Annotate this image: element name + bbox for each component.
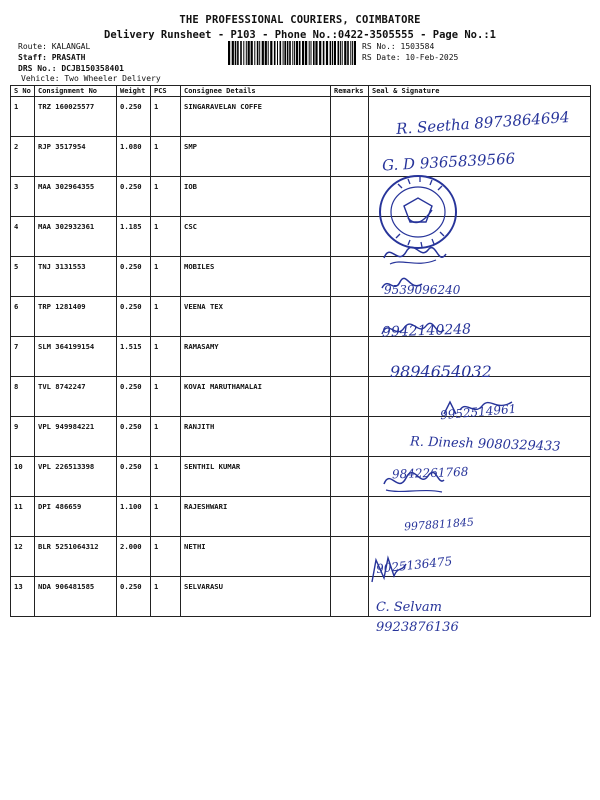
cell-weight: 1.080 bbox=[117, 137, 151, 177]
cell-weight: 0.250 bbox=[117, 257, 151, 297]
barcode-bar bbox=[277, 41, 278, 65]
cell-consignee: SMP bbox=[181, 137, 331, 177]
cell-sno: 4 bbox=[11, 217, 35, 257]
barcode-bar bbox=[228, 41, 230, 65]
cell-remarks bbox=[331, 97, 369, 137]
barcode-bar bbox=[311, 41, 312, 65]
rs-no-value: 1503584 bbox=[400, 42, 435, 51]
barcode-bar bbox=[287, 41, 289, 65]
barcode-bar bbox=[340, 41, 341, 65]
cell-consignment: BLR 5251064312 bbox=[35, 537, 117, 577]
cell-pcs: 1 bbox=[151, 137, 181, 177]
header-subtitle: Delivery Runsheet - P103 - Phone No.:0422-3505555 - Page No.:1 bbox=[104, 29, 496, 41]
rs-no-line bbox=[362, 42, 434, 52]
table-row bbox=[11, 97, 591, 137]
cell-sno: 1 bbox=[11, 97, 35, 137]
barcode-bar bbox=[265, 41, 267, 65]
barcode-bar bbox=[302, 41, 304, 65]
barcode-bar bbox=[254, 41, 255, 65]
cell-consignment: TNJ 3131553 bbox=[35, 257, 117, 297]
rs-date-value: 10-Feb-2025 bbox=[405, 53, 459, 62]
cell-remarks bbox=[331, 297, 369, 337]
drs-line bbox=[18, 64, 124, 74]
cell-weight: 1.100 bbox=[117, 497, 151, 537]
barcode-bar bbox=[289, 41, 291, 65]
signature-5-scribble bbox=[378, 272, 428, 298]
barcode-bar bbox=[268, 41, 269, 65]
table-row bbox=[11, 137, 591, 177]
cell-sno: 10 bbox=[11, 457, 35, 497]
cell-weight: 0.250 bbox=[117, 577, 151, 617]
barcode-bar bbox=[284, 41, 286, 65]
signature-10: R. Dinesh 9080329433 bbox=[409, 434, 561, 455]
cell-sno: 9 bbox=[11, 417, 35, 457]
cell-remarks bbox=[331, 257, 369, 297]
cell-sno: 2 bbox=[11, 137, 35, 177]
table-header-row bbox=[11, 86, 591, 97]
signature-7: 9942140248 bbox=[381, 321, 472, 341]
cell-pcs: 1 bbox=[151, 217, 181, 257]
cell-consignee: SINGARAVELAN COFFE bbox=[181, 97, 331, 137]
signature-13-scribble bbox=[368, 552, 408, 588]
cell-weight: 0.250 bbox=[117, 377, 151, 417]
signature-7-scribble bbox=[378, 316, 448, 344]
cell-sno: 12 bbox=[11, 537, 35, 577]
cell-consignment: DPI 486659 bbox=[35, 497, 117, 537]
cell-signature bbox=[369, 97, 591, 137]
cell-pcs: 1 bbox=[151, 417, 181, 457]
signature-2: G. D 9365839566 bbox=[381, 149, 516, 175]
barcode-bar bbox=[352, 41, 353, 65]
cell-consignee: RAJESHWARI bbox=[181, 497, 331, 537]
cell-pcs: 1 bbox=[151, 97, 181, 137]
col-header-sno: S No bbox=[11, 86, 35, 97]
barcode-bar bbox=[296, 41, 298, 65]
cell-consignee: VEENA TEX bbox=[181, 297, 331, 337]
table-row bbox=[11, 497, 591, 537]
table-row bbox=[11, 577, 591, 617]
cell-consignee: MOBILES bbox=[181, 257, 331, 297]
cell-weight: 0.250 bbox=[117, 97, 151, 137]
cell-remarks bbox=[331, 337, 369, 377]
staff-label: Staff: bbox=[18, 53, 47, 62]
signature-13: 9025136475 bbox=[375, 554, 453, 576]
vehicle-value: Two Wheeler Delivery bbox=[64, 74, 161, 83]
rs-no-label: RS No.: bbox=[362, 42, 396, 51]
barcode-bar bbox=[240, 41, 242, 65]
cell-pcs: 1 bbox=[151, 537, 181, 577]
cell-weight: 0.250 bbox=[117, 297, 151, 337]
cell-pcs: 1 bbox=[151, 457, 181, 497]
cell-weight: 0.250 bbox=[117, 177, 151, 217]
cell-consignee: KOVAI MARUTHAMALAI bbox=[181, 377, 331, 417]
cell-consignment: TRZ 160025577 bbox=[35, 97, 117, 137]
route-value: KALANGAL bbox=[51, 42, 91, 51]
barcode-bar bbox=[305, 41, 307, 65]
barcode bbox=[228, 41, 356, 65]
cell-weight: 0.250 bbox=[117, 417, 151, 457]
barcode-bar bbox=[270, 41, 272, 65]
barcode-bar bbox=[274, 41, 276, 65]
cell-signature bbox=[369, 417, 591, 457]
cell-consignee: RANJITH bbox=[181, 417, 331, 457]
barcode-bar bbox=[237, 41, 239, 65]
header-title: THE PROFESSIONAL COURIERS, COIMBATORE bbox=[179, 14, 421, 26]
rs-date-label: RS Date: bbox=[362, 53, 401, 62]
barcode-bar bbox=[342, 41, 343, 65]
col-header-remarks: Remarks bbox=[331, 86, 369, 97]
signature-1: R. Seetha 8973864694 bbox=[395, 107, 571, 139]
barcode-bar bbox=[283, 41, 284, 65]
cell-remarks bbox=[331, 417, 369, 457]
cell-consignment: MAA 302932361 bbox=[35, 217, 117, 257]
cell-consignment: SLM 364199154 bbox=[35, 337, 117, 377]
cell-consignment: TVL 8742247 bbox=[35, 377, 117, 417]
cell-sno: 5 bbox=[11, 257, 35, 297]
barcode-bar bbox=[350, 41, 351, 65]
cell-consignment: NDA 906481585 bbox=[35, 577, 117, 617]
cell-remarks bbox=[331, 537, 369, 577]
cell-consignment: VPL 226513398 bbox=[35, 457, 117, 497]
col-header-consignee: Consignee Details bbox=[181, 86, 331, 97]
barcode-bar bbox=[280, 41, 282, 65]
barcode-bar bbox=[323, 41, 325, 65]
cell-consignee: IOB bbox=[181, 177, 331, 217]
cell-consignment: MAA 302964355 bbox=[35, 177, 117, 217]
barcode-bar bbox=[262, 41, 264, 65]
barcode-bar bbox=[334, 41, 336, 65]
cell-weight: 1.515 bbox=[117, 337, 151, 377]
signature-11: 9842261768 bbox=[391, 464, 469, 482]
barcode-bar bbox=[354, 41, 356, 65]
barcode-bar bbox=[232, 41, 234, 65]
barcode-bar bbox=[330, 41, 332, 65]
cell-consignment: TRP 1281409 bbox=[35, 297, 117, 337]
route-label: Route: bbox=[18, 42, 47, 51]
barcode-bar bbox=[313, 41, 315, 65]
cell-pcs: 1 bbox=[151, 497, 181, 537]
barcode-bar bbox=[338, 41, 340, 65]
barcode-bar bbox=[315, 41, 317, 65]
barcode-bar bbox=[248, 41, 250, 65]
barcode-bar bbox=[292, 41, 293, 65]
cell-consignee: NETHI bbox=[181, 537, 331, 577]
vehicle-line bbox=[21, 74, 161, 84]
cell-remarks bbox=[331, 577, 369, 617]
cell-pcs: 1 bbox=[151, 257, 181, 297]
cell-consignee: RAMASAMY bbox=[181, 337, 331, 377]
table-row bbox=[11, 457, 591, 497]
barcode-bar bbox=[347, 41, 349, 65]
barcode-bar bbox=[246, 41, 247, 65]
cell-weight: 1.185 bbox=[117, 217, 151, 257]
signature-9: 9952514961 bbox=[439, 401, 517, 423]
cell-weight: 2.000 bbox=[117, 537, 151, 577]
drs-label: DRS No.: bbox=[18, 64, 57, 73]
runsheet-table bbox=[10, 85, 591, 617]
col-header-consignment: Consignment No bbox=[35, 86, 117, 97]
cell-pcs: 1 bbox=[151, 177, 181, 217]
barcode-bar bbox=[259, 41, 260, 65]
table-row bbox=[11, 417, 591, 457]
signature-9-scribble bbox=[440, 396, 516, 422]
cell-sno: 13 bbox=[11, 577, 35, 617]
cell-consignee: SELVARASU bbox=[181, 577, 331, 617]
barcode-bar bbox=[326, 41, 328, 65]
barcode-bar bbox=[299, 41, 301, 65]
cell-sno: 7 bbox=[11, 337, 35, 377]
barcode-bar bbox=[309, 41, 310, 65]
cell-remarks bbox=[331, 177, 369, 217]
cell-signature bbox=[369, 497, 591, 537]
signature-11-scribble bbox=[378, 464, 448, 498]
cell-pcs: 1 bbox=[151, 337, 181, 377]
drs-value: DCJB150358401 bbox=[61, 64, 124, 73]
signature-8: 9894654032 bbox=[390, 362, 492, 381]
vehicle-label: Vehicle: bbox=[21, 74, 60, 83]
cell-pcs: 1 bbox=[151, 577, 181, 617]
table-row bbox=[11, 177, 591, 217]
signature-5: 9539096240 bbox=[384, 283, 461, 297]
staff-line bbox=[18, 53, 85, 63]
barcode-bar bbox=[235, 41, 237, 65]
rs-date-line bbox=[362, 53, 458, 63]
cell-weight: 0.250 bbox=[117, 457, 151, 497]
cell-remarks bbox=[331, 497, 369, 537]
barcode-bar bbox=[251, 41, 253, 65]
col-header-pcs: PCS bbox=[151, 86, 181, 97]
table-row bbox=[11, 217, 591, 257]
cell-consignment: VPL 949984221 bbox=[35, 417, 117, 457]
barcode-bar bbox=[243, 41, 244, 65]
cell-consignee: SENTHIL KUMAR bbox=[181, 457, 331, 497]
table-row bbox=[11, 337, 591, 377]
staff-value: PRASATH bbox=[51, 53, 86, 62]
table-row bbox=[11, 257, 591, 297]
barcode-bar bbox=[257, 41, 259, 65]
barcode-bar bbox=[294, 41, 295, 65]
signature-4-scribble bbox=[376, 236, 456, 276]
cell-remarks bbox=[331, 217, 369, 257]
barcode-bar bbox=[332, 41, 333, 65]
cell-sno: 11 bbox=[11, 497, 35, 537]
cell-pcs: 1 bbox=[151, 297, 181, 337]
cell-signature bbox=[369, 137, 591, 177]
table-row bbox=[11, 537, 591, 577]
barcode-bar bbox=[319, 41, 321, 65]
cell-pcs: 1 bbox=[151, 377, 181, 417]
cell-sno: 6 bbox=[11, 297, 35, 337]
cell-remarks bbox=[331, 457, 369, 497]
route-line bbox=[18, 42, 90, 52]
cell-consignment: RJP 3517954 bbox=[35, 137, 117, 177]
signature-12: 9978811845 bbox=[403, 515, 475, 534]
barcode-bar bbox=[344, 41, 346, 65]
cell-sno: 3 bbox=[11, 177, 35, 217]
table-row bbox=[11, 297, 591, 337]
cell-remarks bbox=[331, 377, 369, 417]
cell-remarks bbox=[331, 137, 369, 177]
col-header-weight: Weight bbox=[117, 86, 151, 97]
cell-sno: 8 bbox=[11, 377, 35, 417]
col-header-signature: Seal & Signature bbox=[369, 86, 591, 97]
cell-consignee: CSC bbox=[181, 217, 331, 257]
signature-14: C. Selvam 9923876136 bbox=[376, 600, 459, 635]
